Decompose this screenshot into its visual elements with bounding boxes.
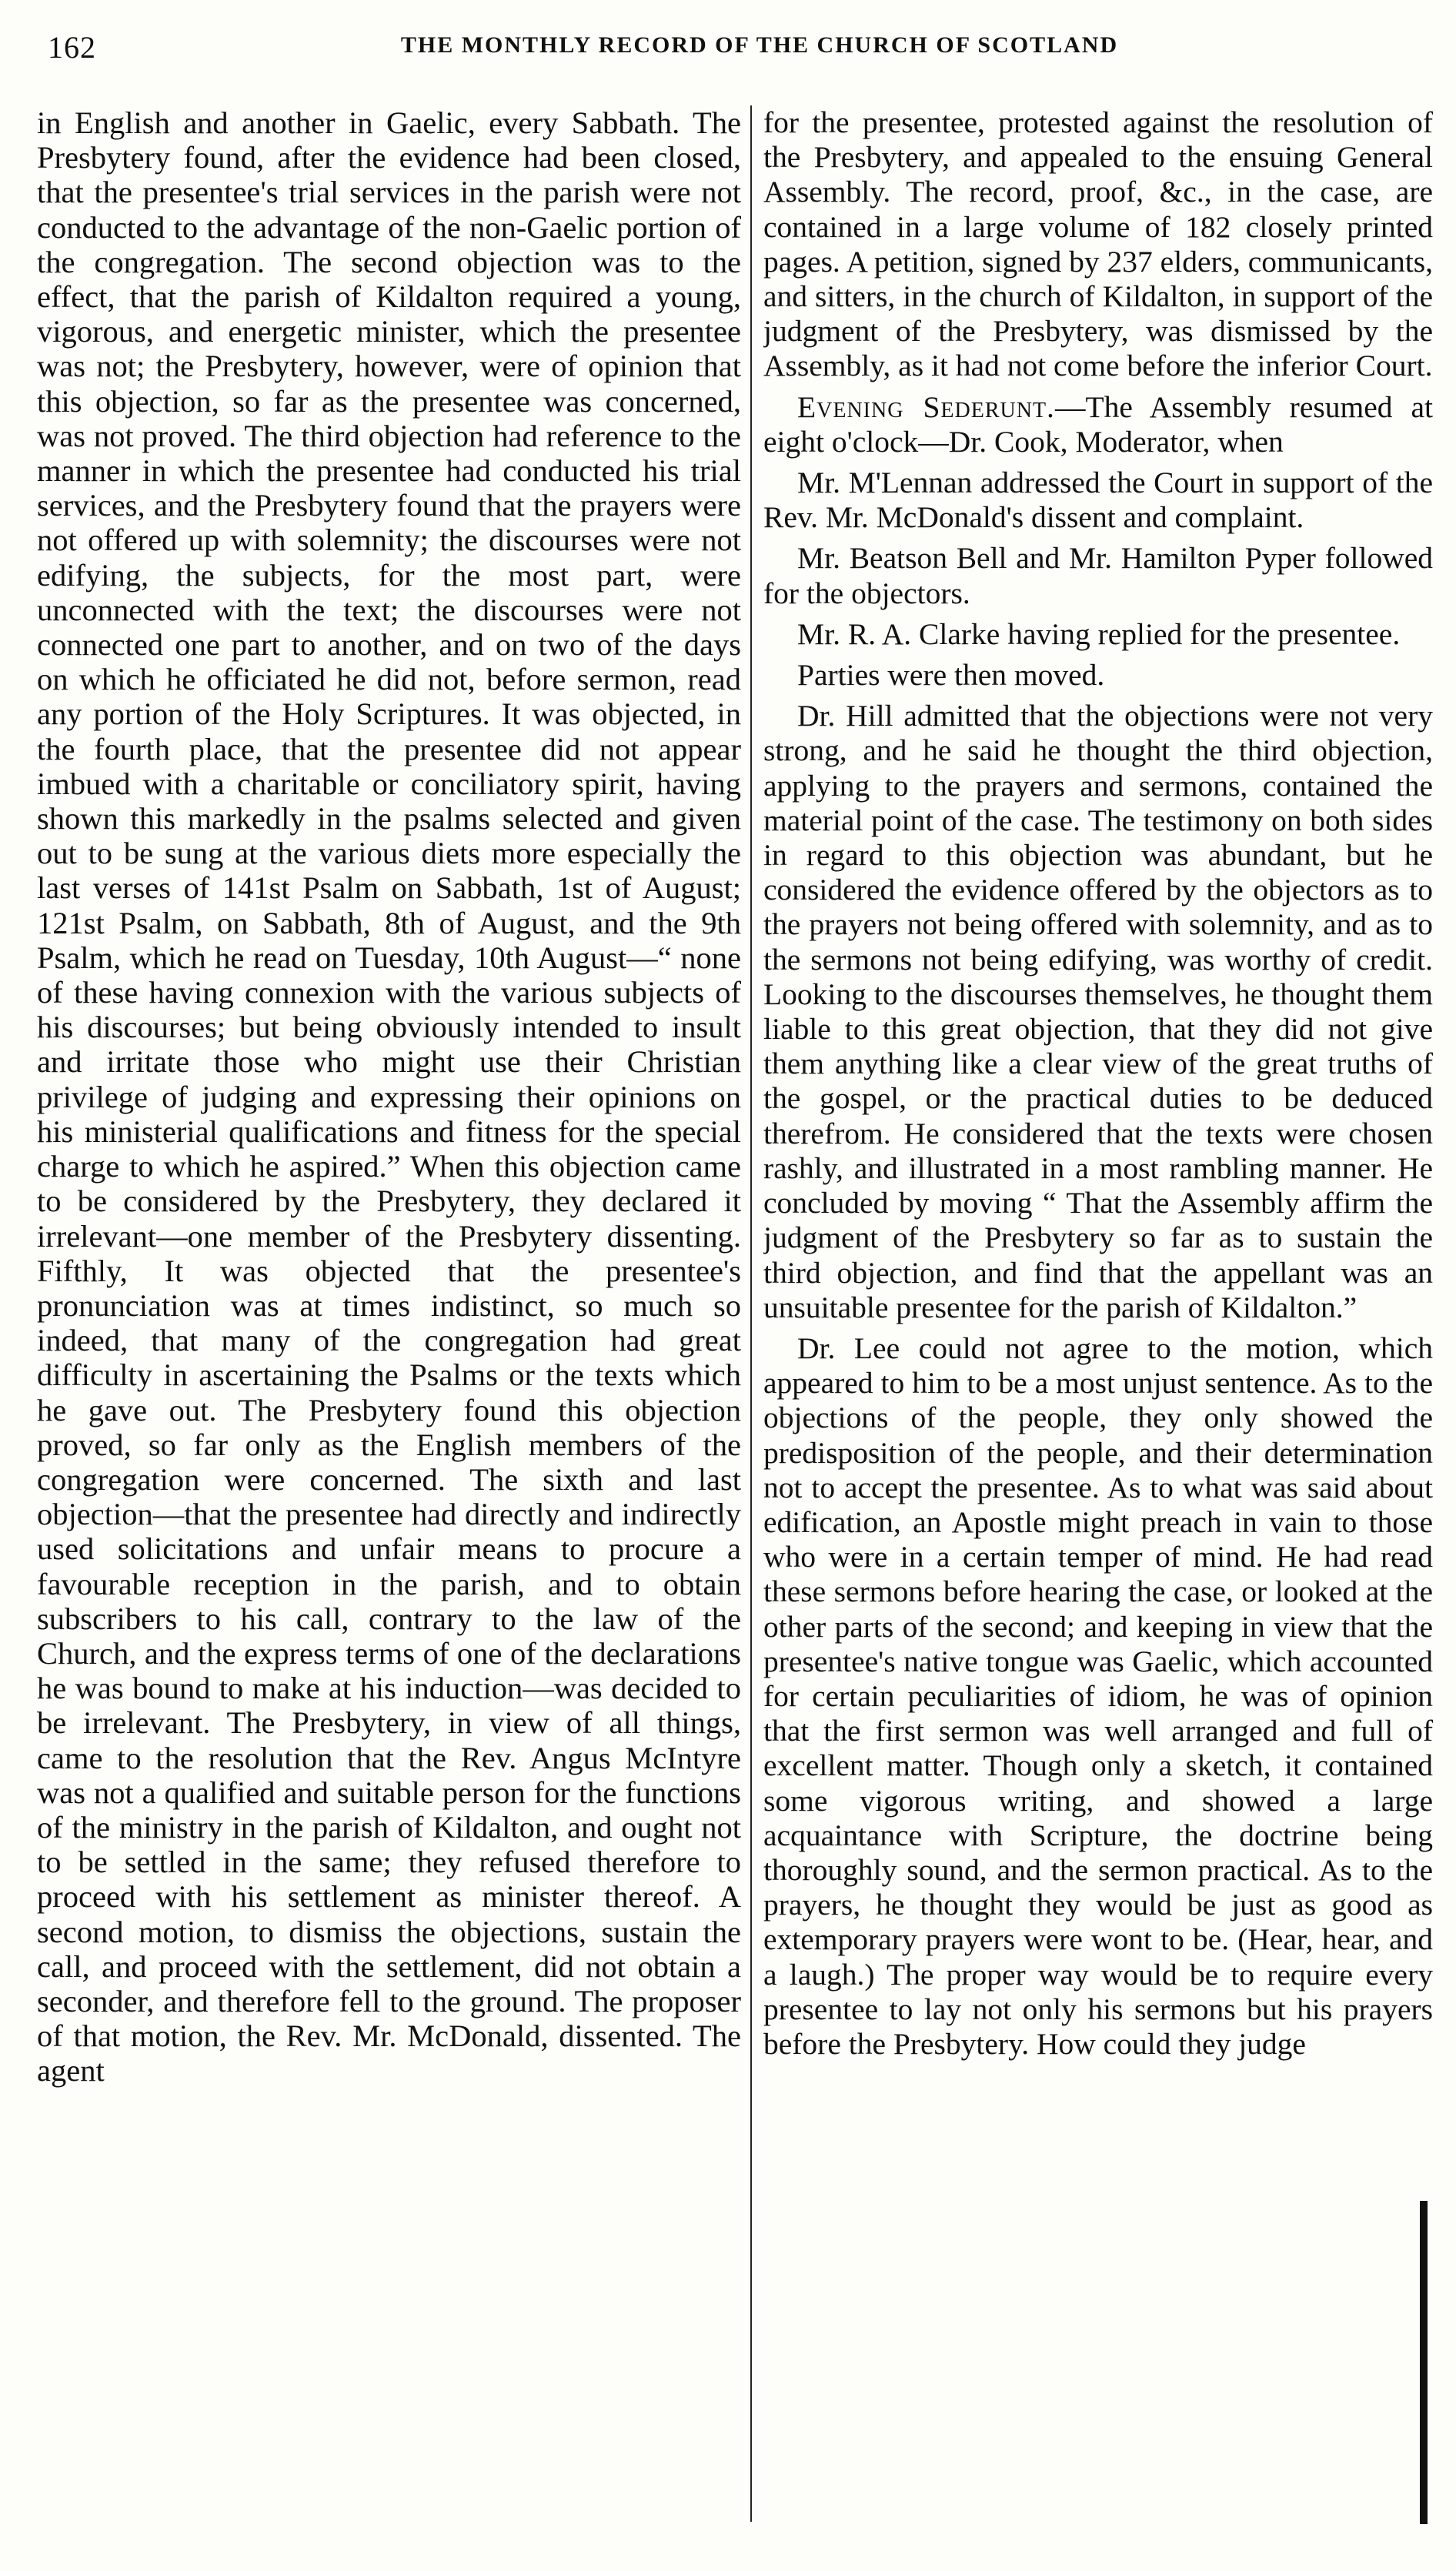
right-paragraph-8: Dr. Lee could not agree to the motion, which appeared to him to be a most unjust sentence. As to the objections of the people, they only showed the predisposition of the people, and their determination not to accept the presentee. As to what was said about edification, an Apostle might preach in vain to those who were in a certain temper of mind. He had read these sermons before hearing the case, or looked at the other parts of the second; and keeping in view that the presentee's native tongue was Gaelic, which accounted for certain peculiarities of idiom, he was of opinion that the first sermon was well arranged and full of excellent matter. Though only a sketch, it contained some vigorous writing, and showed a large acquaintance with Scripture, the doctrine being thoroughly sound, and the sermon practical. As to the prayers, he thought they would be just as good as extemporary prayers were wont to be. (Hear, hear, and a laugh.) The proper way would be to require every presentee to lay not only his sermons but his prayers before the Presbytery. How could they judge <box>763 1331 1433 2061</box>
right-paragraph-6: Parties were then moved. <box>797 658 1105 693</box>
sederunt-text: —The Assembly resumed at eight o'clock—Dr. Cook, Moderator, when <box>763 389 1433 459</box>
sederunt-heading: Evening Sederunt. <box>797 389 1055 424</box>
scan-edge-shadow <box>1420 2201 1428 2524</box>
right-paragraph-1: for the presentee, protested against the resolution of the Presbytery, and appealed to the ensuing General Assembly. The record, proof, &c., in the case, are contained in a large volume of 182 closely printed pages. A petition, signed by 237 elders, communicants, and sitters, in the church of Kildalton, in support of the judgment of the Presbytery, was dismissed by the Assembly, as it had not come before the inferior Court. <box>763 105 1433 383</box>
left-column <box>37 105 741 2522</box>
column-rule <box>750 105 752 2522</box>
page-number: 162 <box>48 30 96 65</box>
right-column <box>763 105 1433 2522</box>
right-paragraph-4: Mr. Beatson Bell and Mr. Hamilton Pyper followed for the objectors. <box>763 541 1433 610</box>
right-paragraph-7: Dr. Hill admitted that the objections were not very strong, and he said he thought the third objection, applying to the prayers and sermons, contained the material point of the case. The testimony on both sides in regard to this objection was abundant, but he considered the evidence offered by the objectors as to the prayers not being offered with solemnity, and as to the sermons not being edifying, was worthy of credit. Looking to the discourses themselves, he thought them liable to this great objection, that they did not give them anything like a clear view of the great truths of the gospel, or the practical duties to be deduced therefrom. He considered that the texts were chosen rashly, and illustrated in a most rambling manner. He concluded by moving “ That the Assembly affirm the judgment of the Presbytery so far as to sustain the third objection, and find that the appellant was an unsuitable presentee for the parish of Kildalton.” <box>763 699 1433 1324</box>
left-paragraph-1: in English and another in Gaelic, every Sabbath. The Presbytery found, after the evidence had been closed, that the presentee's trial services in the parish were not conducted to the advantage of the non-Gaelic portion of the congregation. The second objection was to the effect, that the parish of Kildalton required a young, vigorous, and energetic minister, which the presentee was not; the Presbytery, however, were of opinion that this objection, so far as the presentee was concerned, was not proved. The third objection had reference to the manner in which the presentee had conducted his trial services, and the Presbytery found that the prayers were not offered up with solemnity; the discourses were not edifying, the subjects, for the most part, were unconnected with the text; the discourses were not connected one part to another, and on two of the days on which he officiated he did not, before sermon, read any portion of the Holy Scriptures. It was objected, in the fourth place, that the presentee did not appear imbued with a charitable or conciliatory spirit, having shown this markedly in the psalms selected and given out to be sung at the various diets more especially the last verses of 141st Psalm on Sabbath, 1st of August; 121st Psalm, on Sabbath, 8th of August, and the 9th Psalm, which he read on Tuesday, 10th August—“ none of these having connexion with the various subjects of his discourses; but being obviously intended to insult and irritate those who might use their Christian privilege of judging and expressing their opinions on his ministerial qualifications and fitness for the special charge to which he aspired.” When this objection came to be considered by the Presbytery, they declared it irrelevant—one member of the Presbytery dissenting. Fifthly, It was objected that the presentee's pronunciation was at times indistinct, so much so indeed, that many of the congregation had great difficulty in ascertaining the Psalms or the texts which he gave out. The Presbytery found this objection proved, so far only as the English members of the congregation were concerned. The sixth and last objection—that the presentee had directly and indirectly used solicitations and unfair means to procure a favourable reception in the parish, and to obtain subscribers to his call, contrary to the law of the Church, and the express terms of one of the declarations he was bound to make at his induction—was decided to be irrelevant. The Presbytery, in view of all things, came to the resolution that the Rev. Angus McIntyre was not a qualified and suitable person for the functions of the ministry in the parish of Kildalton, and ought not to be settled in the same; they refused therefore to proceed with his settlement as minister thereof. A second motion, to dismiss the objections, sustain the call, and proceed with the settlement, did not obtain a seconder, and therefore fell to the ground. The proposer of that motion, the Rev. Mr. McDonald, dissented. The agent <box>37 105 741 2089</box>
right-paragraph-3: Mr. M'Lennan addressed the Court in support of the Rev. Mr. McDonald's dissent and complaint. <box>763 466 1433 535</box>
right-paragraph-2 <box>763 390 1433 459</box>
running-title: THE MONTHLY RECORD OF THE CHURCH OF SCOTLAND <box>400 32 1119 58</box>
right-paragraph-5: Mr. R. A. Clarke having replied for the presentee. <box>797 616 1401 651</box>
page-header <box>48 29 1425 75</box>
